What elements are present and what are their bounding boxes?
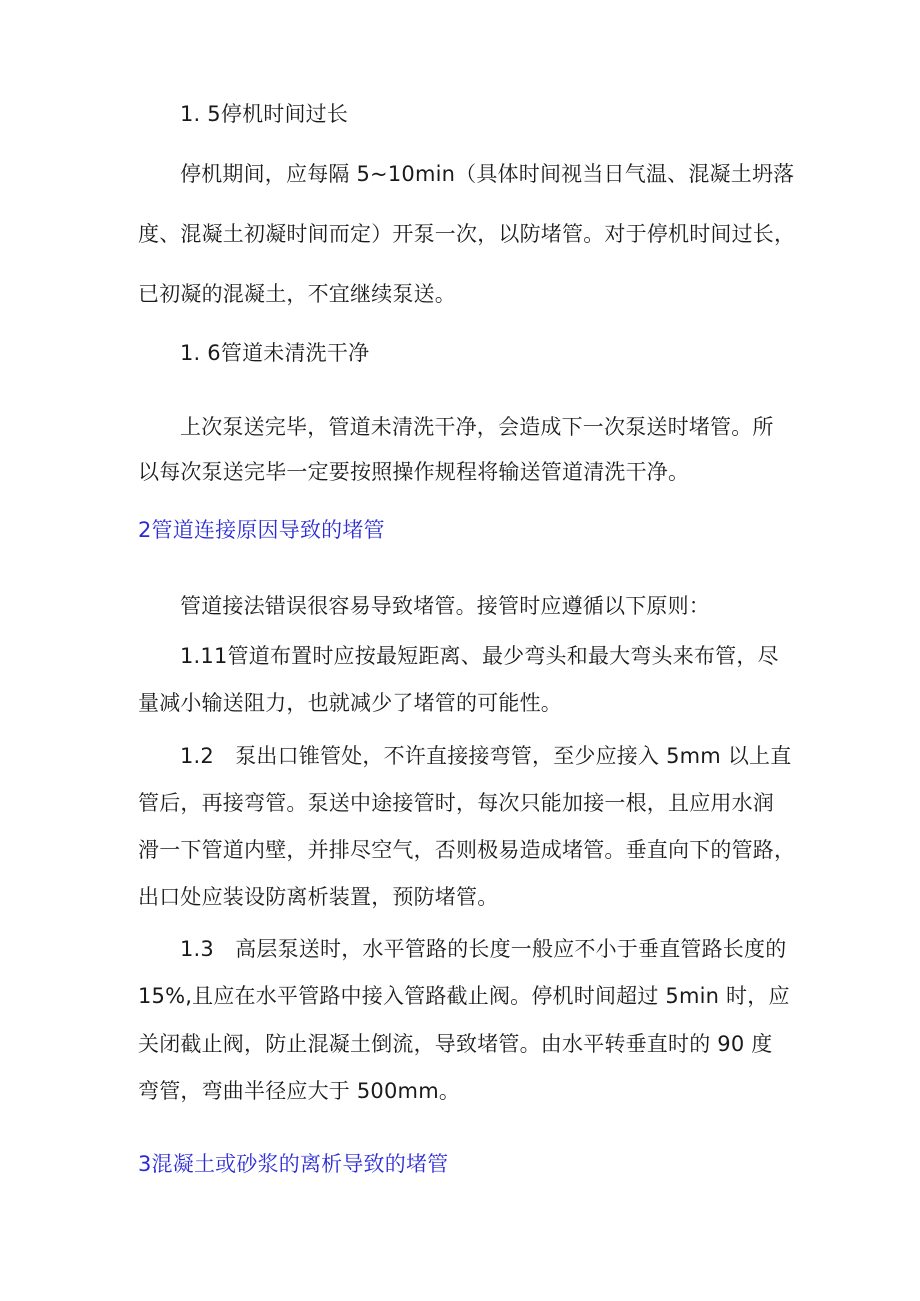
paragraph-line: 1.2 泵出口锥管处，不许直接接弯管，至少应接入 5mm 以上直: [180, 744, 792, 768]
paragraph-line: 上次泵送完毕，管道未清洗干净，会造成下一次泵送时堵管。所: [180, 415, 774, 439]
paragraph-line: 滑一下管道内壁，并排尽空气，否则极易造成堵管。垂直向下的管路，: [138, 838, 796, 862]
paragraph-line: 管后，再接弯管。泵送中途接管时，每次只能加接一根，且应用水润: [138, 791, 774, 815]
paragraph-line: 量减小输送阻力，也就减少了堵管的可能性。: [138, 691, 562, 715]
paragraph-line: 1.3 高层泵送时，水平管路的长度一般应不小于垂直管路长度的: [180, 937, 787, 961]
paragraph-line: 停机期间，应每隔 5~10min（具体时间视当日气温、混凝土坍落: [180, 162, 795, 186]
paragraph-line: 管道接法错误很容易导致堵管。接管时应遵循以下原则：: [180, 594, 710, 618]
paragraph-line: 以每次泵送完毕一定要按照操作规程将输送管道清洗干净。: [138, 460, 690, 484]
paragraph-line: 关闭截止阀，防止混凝土倒流，导致堵管。由水平转垂直时的 90 度: [138, 1032, 773, 1056]
paragraph-line: 已初凝的混凝土，不宜继续泵送。: [138, 282, 456, 306]
paragraph-line: 度、混凝土初凝时间而定）开泵一次，以防堵管。对于停机时间过长，: [138, 222, 796, 246]
paragraph-line: 弯管，弯曲半径应大于 500mm。: [138, 1079, 461, 1103]
paragraph-line: 15%,且应在水平管路中接入管路截止阀。停机时间超过 5min 时，应: [138, 984, 790, 1008]
paragraph-line: 出口处应装设防离析装置，预防堵管。: [138, 885, 499, 909]
section-1-5-title: 1. 5停机时间过长: [180, 102, 349, 126]
section-2-heading: 2管道连接原因导致的堵管: [138, 518, 385, 542]
paragraph-line: 1.11管道布置时应按最短距离、最少弯头和最大弯头来布管，尽: [180, 644, 779, 668]
section-1-6-title: 1. 6管道未清洗干净: [180, 341, 370, 365]
section-3-heading: 3混凝土或砂浆的离析导致的堵管: [138, 1152, 449, 1176]
